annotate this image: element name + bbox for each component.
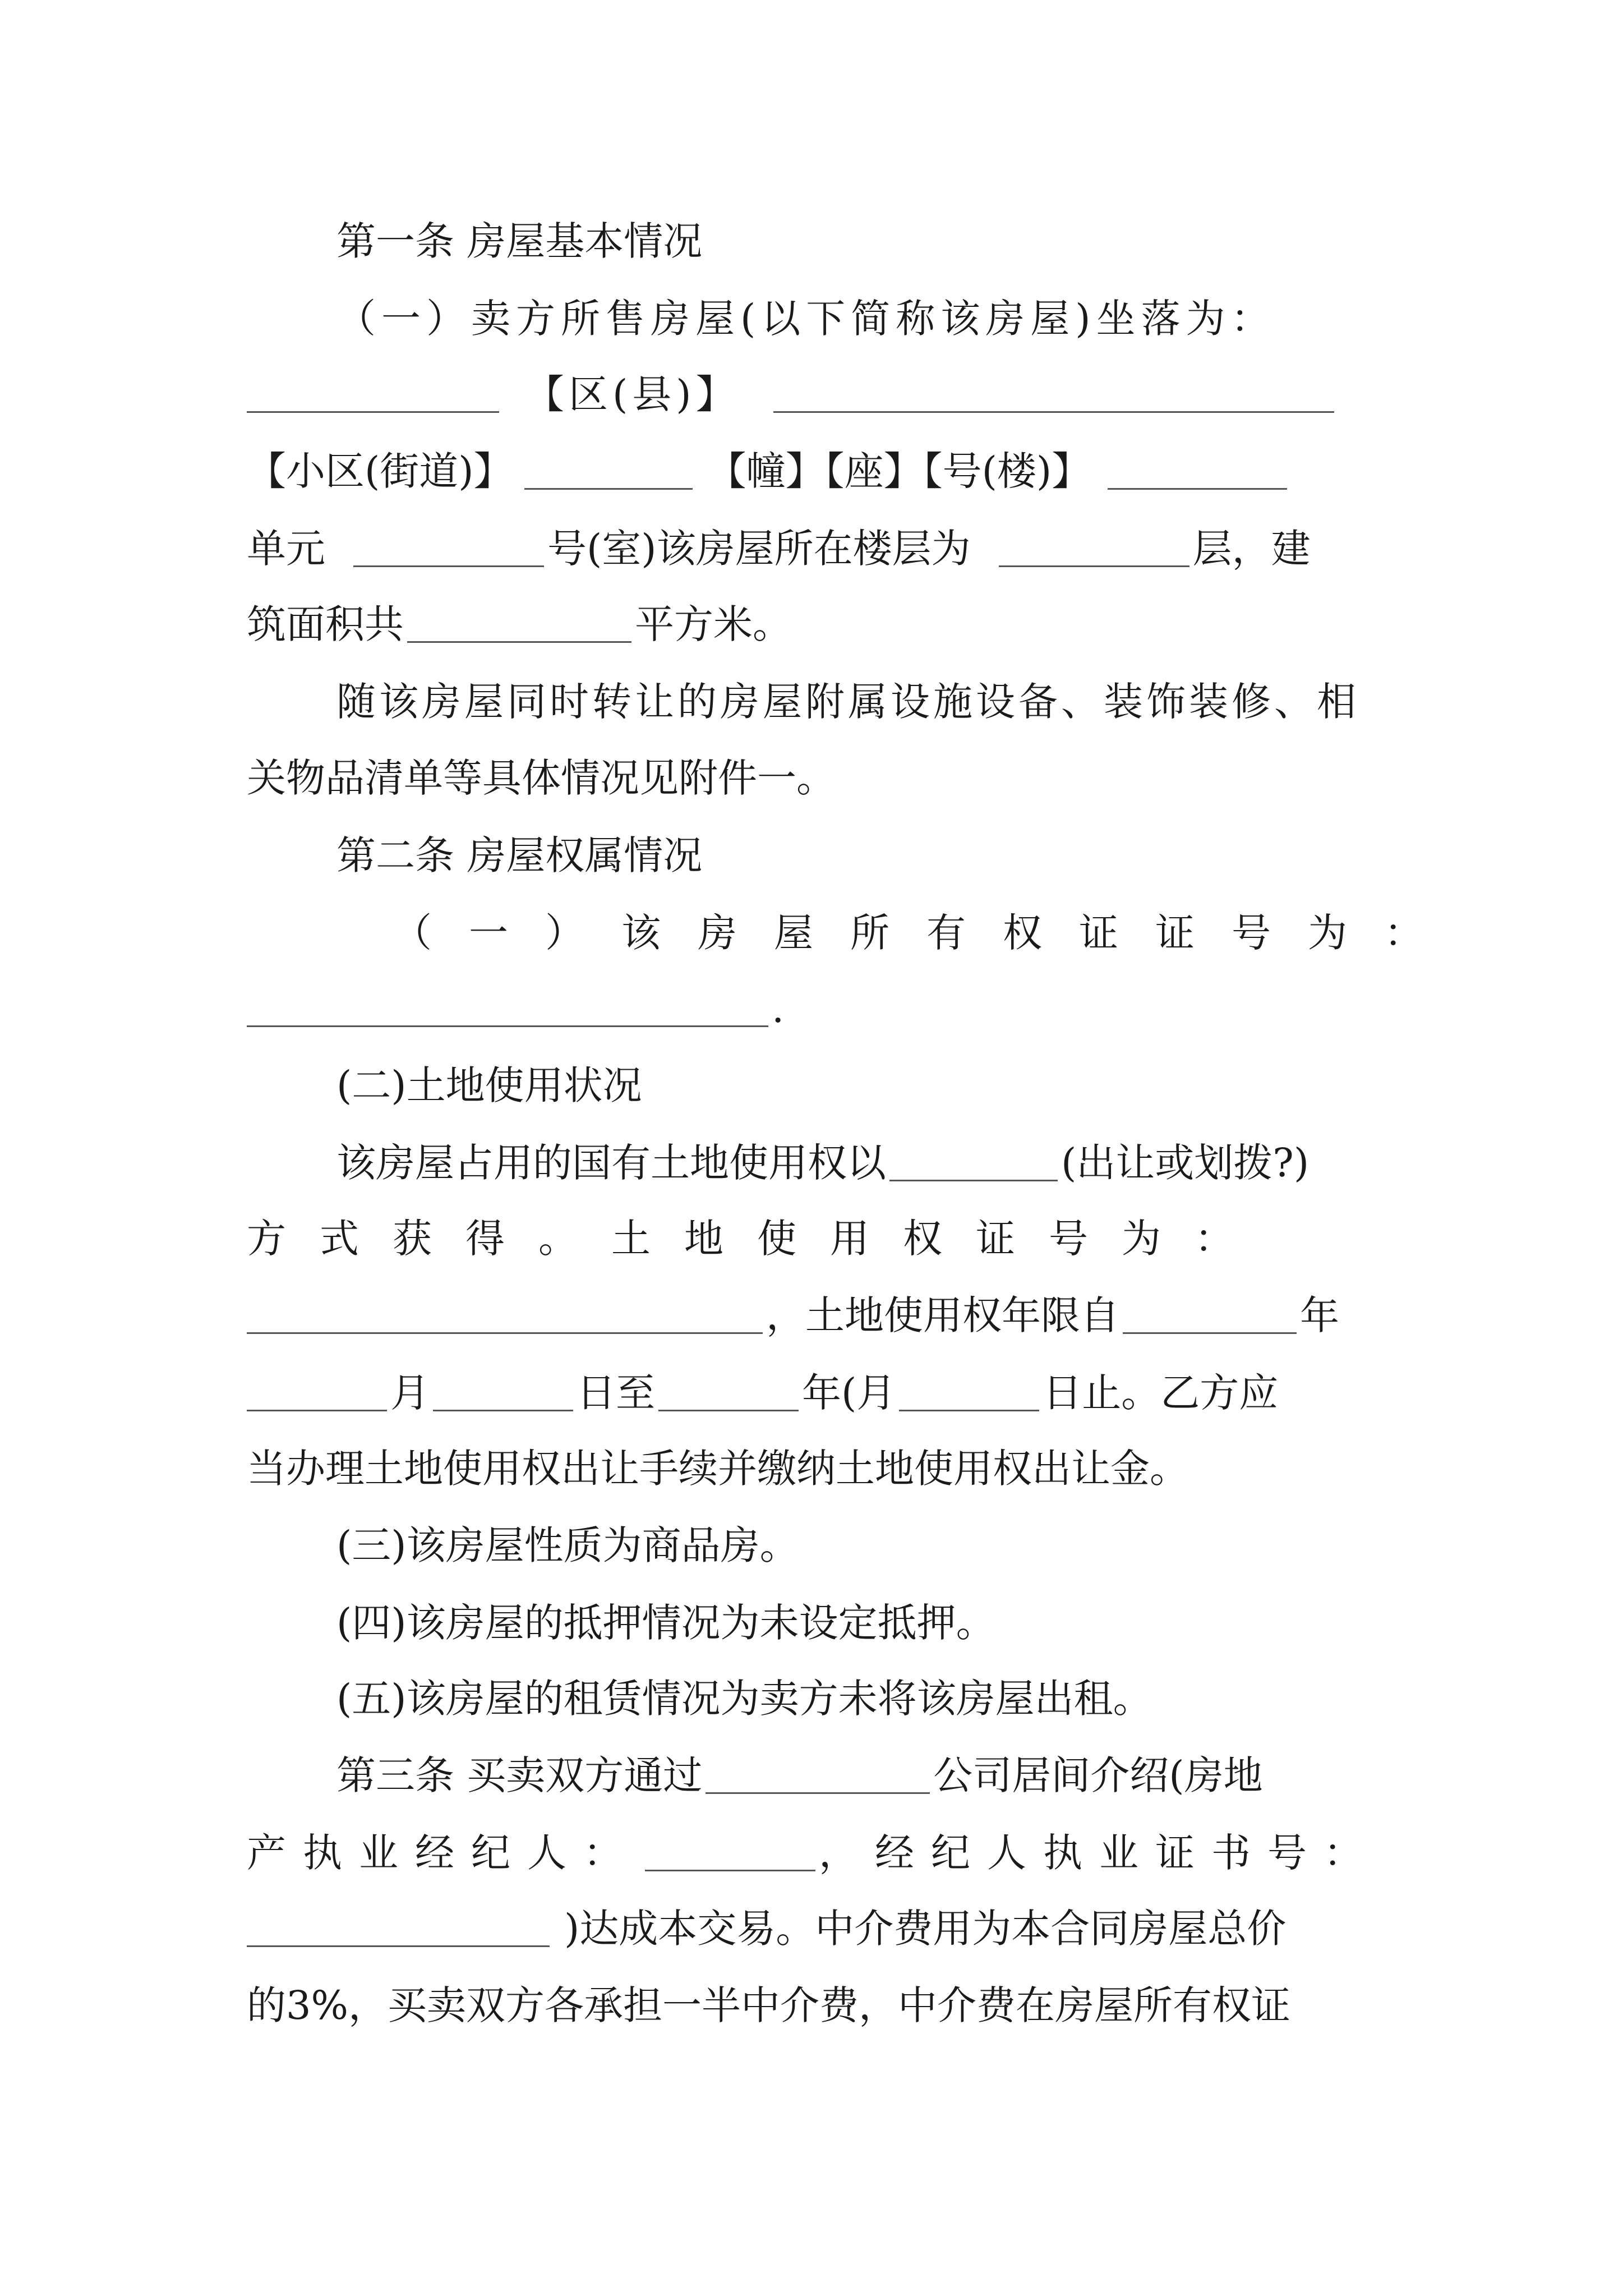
floor-blank <box>999 531 1189 567</box>
paragraph-9-line-2: 产执业经纪人： ，经纪人执业证书号： <box>247 1830 1380 1876</box>
start-month-blank <box>247 1375 387 1411</box>
paragraph-8: (五)该房屋的租赁情况为卖方未将该房屋出租。 <box>336 1676 1152 1722</box>
start-day-blank <box>433 1375 573 1411</box>
paragraph-2-line-2: 关物品清单等具体情况见附件一。 <box>247 755 836 801</box>
paragraph-5-line-5: 当办理土地使用权出让手续并缴纳土地使用权出让金。 <box>247 1446 1189 1492</box>
agent-name-blank <box>645 1835 815 1871</box>
room-blank <box>353 531 544 567</box>
ownership-cert-blank <box>247 991 768 1027</box>
district-blank <box>247 376 499 413</box>
agent-cert-blank <box>247 1911 550 1947</box>
paragraph-4-title: (二)土地使用状况 <box>336 1062 642 1108</box>
paragraph-9-line-3: )达成本交易。中介费用为本合同房屋总价 <box>247 1898 1380 1959</box>
paragraph-1-line-2: 【区(县)】 <box>247 364 1380 425</box>
agency-company-blank <box>706 1757 930 1794</box>
end-year-blank <box>658 1375 799 1411</box>
paragraph-1-line-4: 单元 号(室)该房屋所在楼层为 层，建 <box>247 526 1311 572</box>
land-method-blank <box>889 1145 1058 1181</box>
paragraph-9-line-4: 的3%，买卖双方各承担一半中介费，中介费在房屋所有权证 <box>247 1982 1291 2028</box>
building-blank <box>1108 453 1287 490</box>
land-term-year-blank <box>1123 1297 1297 1334</box>
paragraph-6: (三)该房屋性质为商品房。 <box>336 1522 799 1568</box>
paragraph-1-line-1: （一）卖方所售房屋(以下简称该房屋)坐落为： <box>336 296 1276 342</box>
section-2-title: 第二条 房屋权属情况 <box>336 832 703 878</box>
paragraph-5-line-3: ，土地使用权年限自 年 <box>247 1285 1380 1346</box>
paragraph-3-line-1: （一）该房屋所有权证证号为： <box>393 910 1460 956</box>
paragraph-9-line-1: 第三条 买卖双方通过 公司居间介绍(房地 <box>336 1752 1263 1798</box>
paragraph-5-line-4: 月 日至 年(月 日止。乙方应 <box>247 1362 1380 1424</box>
paragraph-5-line-1: 该房屋占用的国有土地使用权以 (出让或划拨?) <box>336 1140 1310 1186</box>
community-blank <box>524 453 693 490</box>
paragraph-7: (四)该房屋的抵押情况为未设定抵押。 <box>336 1600 995 1646</box>
street-blank <box>773 376 1334 413</box>
paragraph-5-line-2: 方式获得。土地使用权证号为： <box>247 1216 1267 1262</box>
paragraph-1-line-3: 【小区(街道)】 【幢】【座】【号(楼)】 <box>247 440 1380 502</box>
area-blank <box>407 606 631 643</box>
section-1-title: 第一条 房屋基本情况 <box>336 218 703 264</box>
paragraph-2-line-1: 随该房屋同时转让的房屋附属设施设备、装饰装修、相 <box>336 679 1359 725</box>
end-day-blank <box>899 1375 1039 1411</box>
paragraph-3-line-2: . <box>247 978 1380 1039</box>
land-cert-blank <box>247 1297 763 1334</box>
paragraph-1-line-5: 筑面积共 平方米。 <box>247 601 792 647</box>
